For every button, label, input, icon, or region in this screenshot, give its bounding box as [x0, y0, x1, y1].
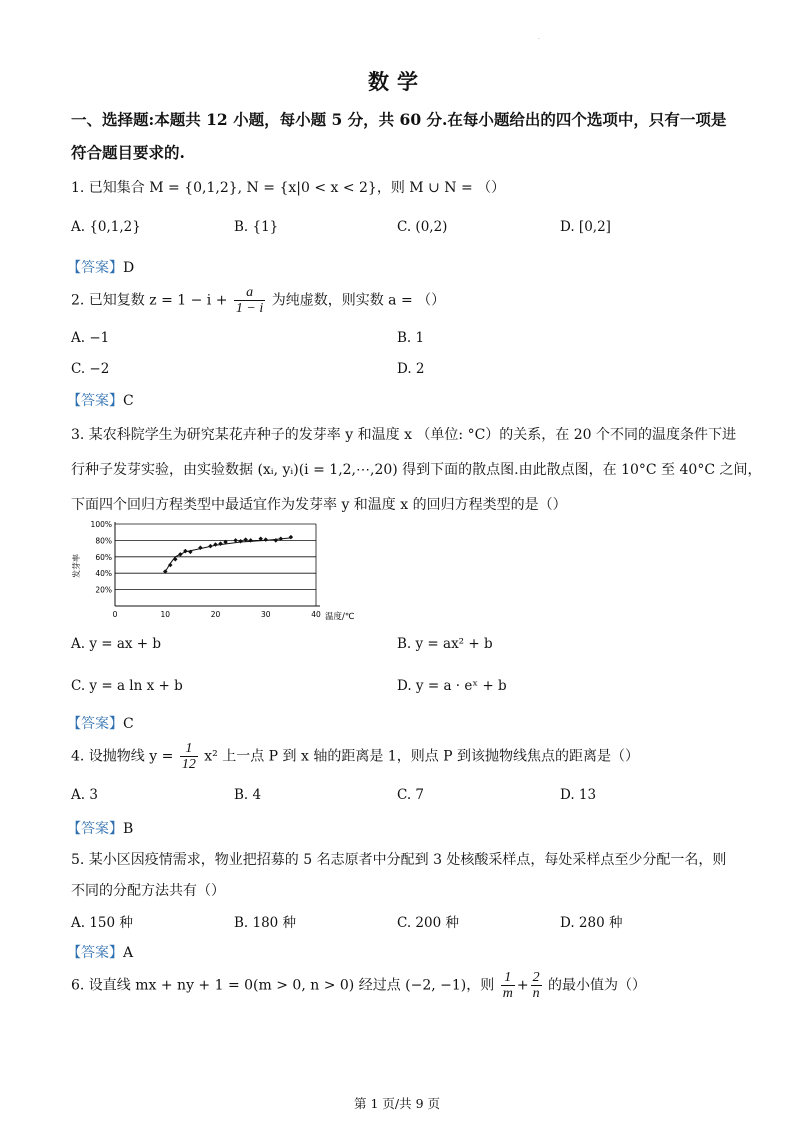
q6-frac1-den: m	[502, 986, 513, 1001]
q6-fraction-1	[501, 970, 515, 1001]
q4-option-a: A. 3	[71, 787, 98, 803]
q4-frac-num: 1	[180, 741, 198, 757]
answer-label: 【答案】	[67, 716, 123, 732]
q1-option-d: D. [0,2]	[560, 219, 611, 235]
q6-fraction-2	[531, 970, 542, 1001]
q2-option-d: D. 2	[397, 361, 425, 377]
chart-axes	[115, 522, 320, 606]
x-tick-label: 30	[260, 610, 271, 619]
answer-label: 【答案】	[67, 945, 123, 961]
q3-option-b: B. y = ax² + b	[397, 636, 493, 652]
y-tick-label: 40%	[95, 569, 112, 579]
data-point	[173, 557, 178, 562]
q6-stem-pre: 6. 设直线 mx + ny + 1 = 0(m > 0, n > 0) 经过点 (−2, −1)，则	[71, 977, 495, 994]
data-point	[238, 539, 243, 544]
q6-frac2-num: 2	[532, 970, 540, 985]
section-heading-line2: 符合题目要求的.	[71, 143, 185, 162]
data-point	[178, 552, 183, 557]
q2-stem	[71, 285, 445, 316]
q5-answer-value: A	[123, 945, 134, 961]
y-tick-label: 20%	[95, 585, 112, 595]
q1-answer-value: D	[123, 260, 135, 276]
data-point	[248, 538, 253, 543]
q3-option-d: D. y = a · eˣ + b	[397, 678, 507, 694]
page-title: 数学	[368, 69, 426, 94]
q4-stem-pre: 4. 设抛物线 y =	[71, 748, 174, 765]
data-point	[289, 535, 294, 540]
data-point	[208, 544, 213, 549]
q6-frac1-num: 1	[501, 970, 515, 986]
q4-answer-value: B	[123, 821, 134, 837]
chart-grid	[115, 524, 316, 606]
q3-option-c: C. y = a ln x + b	[71, 678, 183, 694]
q2-answer-value: C	[123, 393, 134, 409]
section-heading-line1: 一、选择题:本题共 12 小题，每小题 5 分，共 60 分.在每小题给出的四个选项中，只有一项是	[71, 110, 727, 129]
y-tick-label: 100%	[90, 520, 112, 529]
y-tick-label: 60%	[95, 552, 112, 562]
q4-option-c: C. 7	[397, 787, 425, 803]
q3-option-a: A. y = ax + b	[71, 636, 162, 652]
q5-option-c: C. 200 种	[397, 915, 459, 931]
q5-stem-line2: 不同的分配方法共有（）	[71, 883, 225, 899]
q1-option-c: C. (0,2)	[397, 219, 448, 235]
q2-option-b: B. 1	[397, 330, 425, 346]
q3-stem-line2: 行种子发芽实验，由实验数据 (xᵢ, yᵢ)(i = 1,2,⋯,20) 得到下面的散点图.由此散点图，在 10°C 至 40°C 之间，	[71, 462, 762, 478]
q2-option-c: C. −2	[71, 361, 110, 377]
page-footer: 第 1 页/共 9 页	[353, 1096, 440, 1111]
chart-ylabel: 发芽率	[72, 554, 81, 578]
x-tick-label: 40	[311, 610, 321, 619]
q1-option-a: A. {0,1,2}	[71, 219, 141, 235]
q3-stem-line3: 下面四个回归方程类型中最适宜作为发芽率 y 和温度 x 的回归方程类型的是（）	[71, 497, 567, 513]
q1-option-b: B. {1}	[234, 219, 279, 235]
q6-frac2-den: n	[532, 986, 540, 1001]
q1-answer	[67, 257, 134, 277]
q3-stem-line1: 3. 某农科院学生为研究某花卉种子的发芽率 y 和温度 x （单位: °C）的关系，在 20 个不同的温度条件下进	[71, 427, 737, 443]
q5-option-b: B. 180 种	[234, 915, 297, 931]
y-tick-label: 80%	[95, 536, 112, 546]
q2-frac-den: 1 − i	[235, 301, 264, 316]
chart-tick-labels	[91, 520, 321, 619]
corner-dot: ·	[538, 36, 540, 43]
chart-xlabel: 温度/℃	[325, 612, 355, 622]
q3-answer	[67, 713, 134, 733]
q4-option-b: B. 4	[234, 787, 262, 803]
q4-option-d: D. 13	[560, 787, 597, 803]
q4-fraction	[180, 741, 198, 772]
q2-stem-post: 为纯虚数，则实数 a = （）	[271, 292, 446, 309]
trend-curve	[165, 538, 291, 572]
x-tick-label: 20	[210, 610, 221, 619]
q4-stem	[71, 741, 639, 772]
q5-option-a: A. 150 种	[71, 915, 133, 931]
q6-stem-post: 的最小值为（）	[548, 977, 647, 994]
answer-label: 【答案】	[67, 260, 123, 276]
x-tick-label: 10	[160, 610, 171, 619]
q1-stem: 1. 已知集合 M = {0,1,2}, N = {x|0 < x < 2}，则 M ∪ N = （）	[71, 180, 506, 196]
q4-stem-post: x² 上一点 P 到 x 轴的距离是 1，则点 P 到该抛物线焦点的距离是（）	[204, 748, 640, 765]
q2-answer	[67, 390, 134, 410]
q3-answer-value: C	[123, 716, 134, 732]
q4-frac-den: 12	[181, 757, 196, 772]
data-point	[263, 537, 268, 542]
q2-frac-num: a	[234, 285, 265, 301]
q5-stem-line1: 5. 某小区因疫情需求，物业把招募的 5 名志原者中分配到 3 处核酸采样点，每处采样点至少分配一名，则	[71, 852, 727, 868]
q4-answer	[67, 818, 133, 838]
answer-label: 【答案】	[67, 393, 123, 409]
answer-label: 【答案】	[67, 821, 123, 837]
q2-stem-pre: 2. 已知复数 z = 1 − i +	[71, 292, 228, 309]
q5-answer	[67, 942, 133, 962]
q6-stem: 6. 设直线 mx + ny + 1 = 0(m > 0, n > 0) 经过点 (−2, −1)，则 $\frac{1}{m}$ + $\frac{2}{n}$ 的最小值为（）	[71, 970, 647, 1001]
q5-option-d: D. 280 种	[560, 915, 623, 931]
q2-fraction	[234, 285, 265, 316]
scatter-chart	[70, 518, 355, 630]
q2-option-a: A. −1	[71, 330, 110, 346]
x-tick-label: 0	[112, 610, 118, 619]
